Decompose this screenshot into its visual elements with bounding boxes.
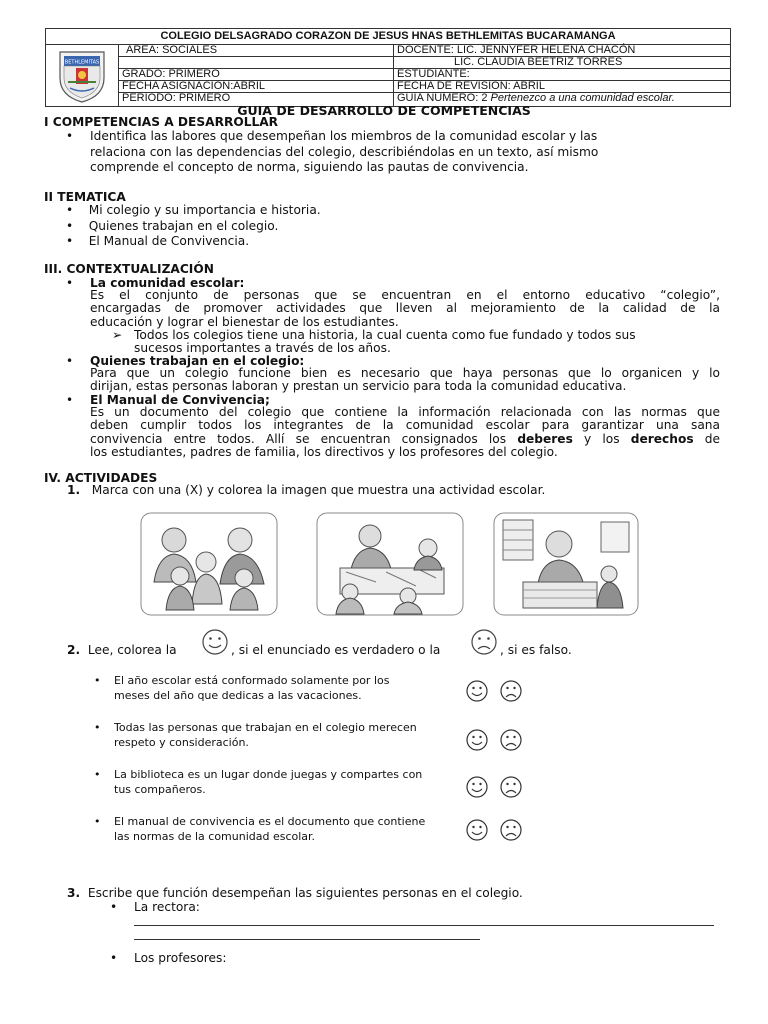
actividad-2-middle: , si el enunciado es verdadero o la (231, 643, 441, 657)
school-logo (46, 44, 118, 107)
sad-face-icon (501, 681, 521, 701)
actividad-2-end: , si es falso. (500, 643, 572, 657)
docente-line-1: DOCENTE: LIC. JENNYFER HELENA CHACÓN (397, 44, 636, 56)
doc-title: GUIA DE DESARROLLO DE COMPETENCIAS (237, 103, 531, 118)
manual-text: Es un documento del colegio que contiene la información relacionada con las normas que deben cumplir todos los integrantes de la comunidad escolar para garantizar una sana convivencia entre todos. Allí se encuentran consignados los deberes y los derechos de los estudiantes, padres de familia, los directivos y los profesores del colegio. (90, 405, 720, 460)
bullet-icon: • (94, 768, 101, 781)
fecha-revision-cell: FECHA DE REVISION: ABRIL (397, 80, 545, 92)
grado-cell: GRADO: PRIMERO (118, 68, 394, 80)
face-pair[interactable] (465, 818, 525, 842)
bullet-icon: • (66, 393, 74, 407)
manual-title: El Manual de Convivencia; (90, 393, 270, 407)
estudiante-cell: ESTUDIANTE: (397, 68, 470, 80)
comunidad-text: Es el conjunto de personas que se encuentran en el entorno educativo “colegio”, encargadas de promover actividades que lleven al mejoramiento de la calidad de la educación y lograr el bienestar de los estudiantes. (90, 288, 720, 329)
bullet-icon: • (110, 900, 118, 914)
competencias-text (90, 129, 598, 176)
competencias-heading: I COMPETENCIAS A DESARROLLAR (44, 115, 279, 129)
bullet-icon: • (94, 674, 101, 687)
bullet-icon: • (110, 951, 118, 965)
rectora-label: La rectora: (134, 900, 200, 914)
bullet-icon: • (66, 276, 74, 290)
actividades-heading: IV. ACTIVIDADES (44, 471, 158, 485)
sad-face-icon (501, 777, 521, 797)
family-image[interactable] (140, 512, 278, 616)
historia-text: Todos los colegios tiene una historia, la cual cuenta como fue fundado y todos sus sucesos importantes a través de los años. (134, 328, 636, 356)
docente-cell (394, 44, 730, 56)
actividad-2: 2. Lee, colorea la (67, 643, 177, 657)
logo-cell (46, 44, 119, 107)
contexto-heading: III. CONTEXTUALIZACIÓN (44, 262, 214, 276)
header-table (45, 28, 731, 107)
bullet-icon: • (94, 721, 101, 734)
area-cell: AREA: SOCIALES (118, 44, 394, 56)
actividad-3: 3. Escribe que función desempeñan las siguientes personas en el colegio. (67, 886, 523, 900)
profesores-label: Los profesores: (134, 951, 227, 965)
happy-face-icon (467, 730, 487, 750)
happy-face-icon (199, 628, 231, 656)
statement-item: • Todas las personas que trabajan en el colegio merecen respeto y consideración. (94, 721, 417, 749)
bullet-icon: • (66, 203, 89, 217)
deberes-word: deberes (517, 431, 573, 446)
face-pair[interactable] (465, 728, 525, 752)
logo-text: BETHLEMITAS (64, 59, 100, 66)
trabajan-text: Para que un colegio funcione bien es necesario que haya personas que lo organicen y lo dirijan, estas personas laboran y prestan un servicio para toda la comunidad educativa. (90, 366, 720, 394)
bullet-icon: • (66, 354, 74, 368)
derechos-word: derechos (630, 431, 694, 446)
happy-face-icon (467, 820, 487, 840)
fecha-asignacion-cell: FECHA ASIGNACION:ABRIL (118, 80, 394, 92)
guia-label: GUIA NUMERO: 2 (397, 92, 488, 104)
face-pair[interactable] (465, 775, 525, 799)
guia-title: Pertenezco a una comunidad escolar. (490, 92, 675, 104)
sad-face-icon (468, 628, 500, 656)
competencias-line: Identifica las labores que desempeñan los miembros de la comunidad escolar y las (90, 129, 598, 143)
arrow-bullet-icon: ➢ (112, 328, 123, 342)
list-item: • Quienes trabajan en el colegio. (66, 218, 279, 233)
bullet-icon: • (66, 129, 74, 143)
statement-item: • El manual de convivencia es el documento que contiene las normas de la comunidad escolar. (94, 815, 426, 843)
list-item: • Mi colegio y su importancia e historia. (66, 203, 321, 217)
classroom-image[interactable] (316, 512, 464, 616)
periodo-cell: PERIODO: PRIMERO (118, 92, 394, 106)
sad-face-icon (501, 820, 521, 840)
tematica-list (66, 203, 321, 250)
actividad-1: 1. Marca con una (X) y colorea la imagen que muestra una actividad escolar. (67, 483, 546, 497)
bullet-icon: • (66, 218, 89, 233)
tematica-heading: II TEMATICA (44, 190, 126, 204)
trabajan-title: Quienes trabajan en el colegio: (90, 354, 305, 368)
bullet-icon: • (94, 815, 101, 828)
competencias-line: relaciona con las dependencias del colegio, describiéndolas en un texto, así mismo (90, 144, 599, 159)
face-pair[interactable] (465, 679, 525, 703)
answer-line[interactable] (134, 925, 714, 926)
store-image[interactable] (493, 512, 639, 616)
list-item: • El Manual de Convivencia. (66, 234, 250, 248)
statement-item: • El año escolar está conformado solamente por los meses del año que dedicas a las vacaciones. (94, 674, 390, 702)
competencias-line: comprende el concepto de norma, siguiendo las pautas de convivencia. (90, 160, 529, 174)
comunidad-title: La comunidad escolar: (90, 276, 245, 290)
bullet-icon: • (66, 234, 89, 248)
answer-line[interactable] (134, 939, 480, 940)
happy-face-icon (467, 777, 487, 797)
docente-line-2: LIC. CLAUDIA BEETRIZ TORRES (454, 56, 623, 68)
happy-face-icon (467, 681, 487, 701)
statement-item: • La biblioteca es un lugar donde juegas y compartes con tus compañeros. (94, 768, 423, 796)
school-name: COLEGIO DELSAGRADO CORAZON DE JESUS HNAS BETHLEMITAS BUCARAMANGA (46, 29, 730, 45)
sad-face-icon (501, 730, 521, 750)
